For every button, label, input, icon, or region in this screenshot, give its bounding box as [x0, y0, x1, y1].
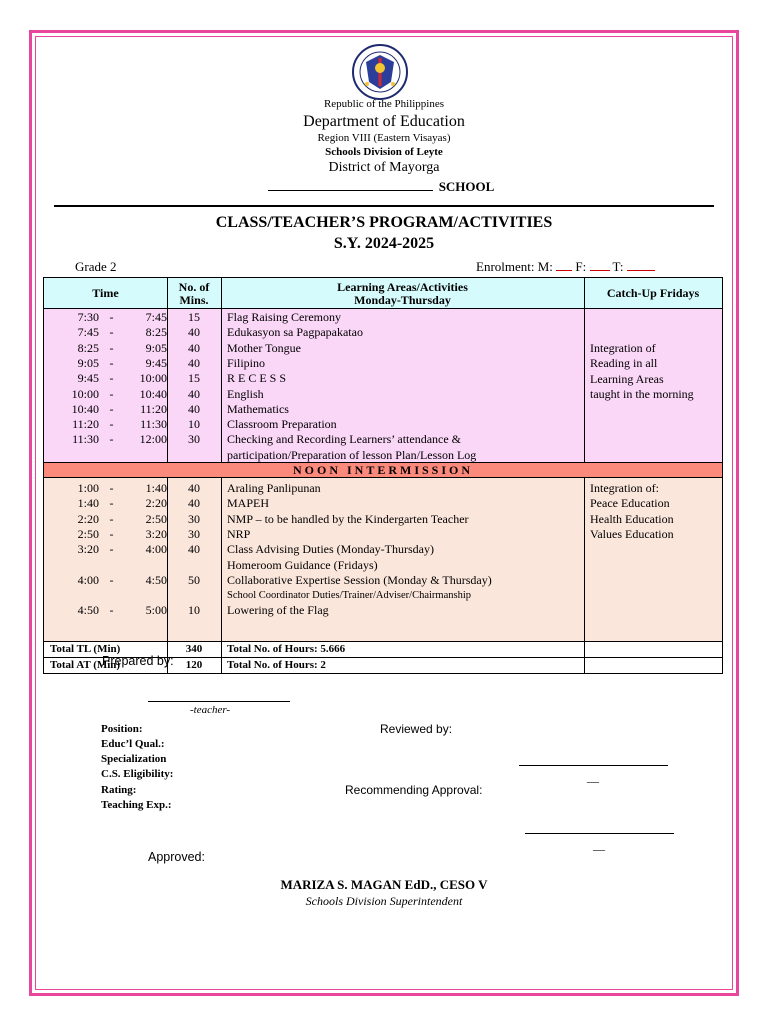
time-dash: - [109, 481, 114, 495]
time-from: 10:00 [71, 386, 99, 401]
time-from: 1:40 [77, 496, 99, 511]
enrolment-total-label: T: [612, 259, 624, 274]
republic-line: Republic of the Philippines [323, 98, 445, 110]
time-cell [44, 527, 167, 542]
activity-cell: Classroom Preparation [227, 417, 337, 432]
field-specialization: Specialization [101, 753, 167, 765]
catchup-cell-line: Integration of: [590, 481, 659, 495]
time-from: 3:20 [77, 542, 99, 557]
time-from: 1:00 [77, 481, 99, 495]
time-cell [44, 310, 167, 325]
division-line: Schools Division of Leyte [325, 146, 443, 158]
time-dash: - [109, 496, 114, 511]
approved-label: Approved: [148, 850, 205, 864]
time-cell [44, 432, 167, 447]
time-dash: - [109, 355, 114, 370]
time-cell [44, 387, 167, 402]
grade-label: Grade 2 [75, 259, 117, 274]
col-divider [584, 278, 585, 308]
activity-cell: NRP [227, 526, 251, 541]
activity-cell: R E C E S S [227, 371, 287, 386]
table-header-row [44, 278, 722, 309]
time-to: 11:30 [140, 417, 167, 432]
activity-cell: Class Advising Duties (Monday-Thursday) [227, 542, 434, 557]
total-tl-mins: 340 [185, 643, 203, 655]
time-to: 4:00 [145, 542, 167, 557]
activity-cell: Collaborative Expertise Session (Monday & Thursday) [227, 572, 492, 587]
time-to: 12:00 [139, 432, 167, 447]
activity-cell: Checking and Recording Learners’ attendance & [227, 432, 462, 447]
time-to: 9:45 [145, 355, 167, 370]
time-dash: - [109, 401, 114, 416]
morning-section [44, 309, 722, 462]
time-cell [44, 496, 167, 511]
catchup-cell-line: Health Education [590, 511, 674, 526]
header-rule [54, 205, 714, 207]
recommending-approval-label: Recommending Approval: [345, 783, 483, 797]
time-to: 3:20 [145, 526, 167, 541]
time-from: 8:25 [77, 340, 99, 355]
activity-cell: Edukasyon sa Pagpapakatao [227, 325, 363, 340]
school-suffix: SCHOOL [438, 179, 495, 194]
time-dash: - [109, 371, 114, 386]
enrolment-female-label: F: [575, 259, 587, 274]
reviewed-by-label: Reviewed by: [380, 722, 453, 736]
field-position: Position: [101, 723, 143, 735]
enrolment-total-blank [627, 259, 655, 271]
time-from: 9:05 [77, 355, 99, 370]
col-divider [584, 309, 585, 462]
minutes-cell: 10 [188, 603, 200, 618]
time-to: 7:45 [145, 310, 167, 324]
time-dash: - [109, 310, 114, 324]
time-cell [44, 371, 167, 386]
col-divider [584, 658, 585, 673]
activity-cell: Mathematics [227, 401, 289, 416]
time-from: 2:50 [77, 526, 99, 541]
total-tl-label: Total TL (Min) [50, 643, 121, 655]
total-tl-hours: Total No. of Hours: 5.666 [227, 643, 346, 655]
col-divider [221, 309, 222, 462]
minutes-cell: 40 [188, 401, 200, 416]
header-areas-line2: Monday-Thursday [354, 292, 451, 307]
minutes-cell: 40 [188, 386, 200, 401]
document-title: CLASS/TEACHER’S PROGRAM/ACTIVITIES [215, 214, 553, 231]
enrolment-male-blank [556, 259, 572, 271]
time-from: 4:00 [77, 572, 99, 587]
header-time: Time [92, 286, 119, 300]
region-line: Region VIII (Eastern Visayas) [317, 132, 451, 144]
department-line: Department of Education [303, 113, 465, 130]
time-from: 7:45 [77, 325, 99, 340]
col-divider [221, 642, 222, 657]
col-divider [584, 478, 585, 641]
catchup-cell-line: Learning Areas [590, 371, 664, 386]
time-dash: - [109, 511, 114, 526]
minutes-cell: 40 [188, 496, 200, 511]
time-dash: - [109, 526, 114, 541]
total-at-label: Total AT (Min) [50, 659, 121, 671]
time-from: 11:20 [72, 417, 99, 432]
time-dash: - [109, 386, 114, 401]
time-dash: - [109, 340, 114, 355]
header-mins: No. of Mins. [178, 279, 210, 307]
enrolment-female-blank [590, 259, 610, 271]
time-cell [44, 542, 167, 557]
time-dash: - [109, 417, 114, 432]
catchup-cell-line: Integration of [590, 341, 656, 355]
field-cs-eligibility: C.S. Eligibility: [101, 768, 174, 780]
noon-intermission-row: NOON INTERMISSION [44, 462, 722, 478]
enrolment-line [476, 259, 655, 275]
minutes-cell: 15 [188, 371, 200, 386]
district-line: District of Mayorga [328, 160, 440, 175]
teacher-caption: -teacher- [190, 704, 231, 716]
time-to: 1:40 [145, 481, 167, 495]
time-to: 10:00 [139, 371, 167, 386]
catchup-cell-line: Values Education [590, 526, 674, 541]
time-from: 9:45 [77, 371, 99, 386]
minutes-cell: 50 [188, 572, 200, 587]
time-cell [44, 341, 167, 356]
time-cell [44, 573, 167, 588]
schedule-table [43, 277, 723, 674]
activity-cell-line2: Homeroom Guidance (Fridays) [227, 557, 378, 572]
school-name-blank [268, 179, 433, 191]
time-from: 2:20 [77, 511, 99, 526]
time-dash: - [109, 603, 114, 618]
time-cell [44, 356, 167, 371]
total-at-hours: Total No. of Hours: 2 [227, 659, 326, 671]
minutes-cell: 40 [188, 355, 200, 370]
time-cell [44, 417, 167, 432]
time-dash: - [109, 542, 114, 557]
total-at-mins: 120 [185, 659, 203, 671]
deped-seal-logo [339, 44, 421, 100]
activity-cell: Lowering of the Flag [227, 603, 329, 618]
time-to: 10:40 [139, 386, 167, 401]
activity-cell: Araling Panlipunan [227, 481, 321, 495]
time-cell [44, 512, 167, 527]
col-divider [221, 658, 222, 673]
activity-cell: Mother Tongue [227, 340, 301, 355]
time-to: 9:05 [145, 340, 167, 355]
activity-cell-line2: participation/Preparation of lesson Plan/Lesson Log [227, 447, 477, 462]
reviewer-short-line: __ [587, 770, 599, 784]
minutes-cell: 30 [188, 432, 200, 447]
time-to: 4:50 [145, 572, 167, 587]
time-cell [44, 603, 167, 618]
col-divider [167, 278, 168, 308]
minutes-cell: 40 [188, 340, 200, 355]
col-divider [584, 642, 585, 657]
time-from: 10:40 [71, 401, 99, 416]
header-areas-line1: Learning Areas/Activities [337, 279, 468, 294]
catchup-cell-line: Peace Education [590, 496, 670, 511]
time-dash: - [109, 572, 114, 587]
time-cell [44, 325, 167, 340]
superintendent-title: Schools Division Superintendent [305, 894, 463, 908]
school-line [251, 179, 511, 195]
header-areas [221, 278, 584, 309]
time-cell [44, 402, 167, 417]
minutes-cell: 40 [188, 325, 200, 340]
activity-cell: English [227, 386, 264, 401]
activity-cell: Flag Raising Ceremony [227, 310, 341, 324]
field-teaching-exp: Teaching Exp.: [101, 799, 172, 811]
afternoon-section [44, 478, 722, 641]
school-year: S.Y. 2024-2025 [333, 235, 435, 252]
prepared-by-label: Prepared by: [102, 654, 174, 668]
field-rating: Rating: [101, 784, 137, 796]
activity-cell: Filipino [227, 355, 266, 370]
time-to: 2:20 [145, 496, 167, 511]
catchup-cell-line: taught in the morning [590, 386, 694, 401]
activity-cell-line2: School Coordinator Duties/Trainer/Adviser/Chairmanship [227, 590, 472, 602]
time-from: 4:50 [77, 603, 99, 618]
activity-cell: NMP – to be handled by the Kindergarten Teacher [227, 511, 469, 526]
catchup-cell-line: Reading in all [590, 356, 658, 371]
reviewer-signature-line [519, 765, 668, 766]
minutes-cell: 15 [188, 310, 200, 324]
activity-cell: MAPEH [227, 496, 270, 511]
minutes-cell: 30 [188, 511, 200, 526]
time-cell [44, 481, 167, 496]
header-catchup: Catch-Up Fridays [606, 286, 700, 300]
time-to: 5:00 [145, 603, 167, 618]
time-dash: - [109, 432, 114, 447]
time-to: 2:50 [145, 511, 167, 526]
minutes-cell: 40 [188, 481, 200, 495]
teacher-signature-line [148, 701, 290, 702]
minutes-cell: 10 [188, 417, 200, 432]
enrolment-label: Enrolment: M: [476, 259, 553, 274]
col-divider [221, 278, 222, 308]
time-to: 11:20 [140, 401, 167, 416]
time-to: 8:25 [145, 325, 167, 340]
minutes-cell: 30 [188, 526, 200, 541]
time-dash: - [109, 325, 114, 340]
time-from: 7:30 [77, 310, 99, 324]
superintendent-name: MARIZA S. MAGAN EdD., CESO V [280, 877, 488, 892]
recommender-signature-line [525, 833, 674, 834]
minutes-cell: 40 [188, 542, 200, 557]
col-divider [221, 478, 222, 641]
recommender-short-line: __ [593, 838, 605, 852]
field-educ-qual: Educ’l Qual.: [101, 738, 165, 750]
time-from: 11:30 [72, 432, 99, 447]
